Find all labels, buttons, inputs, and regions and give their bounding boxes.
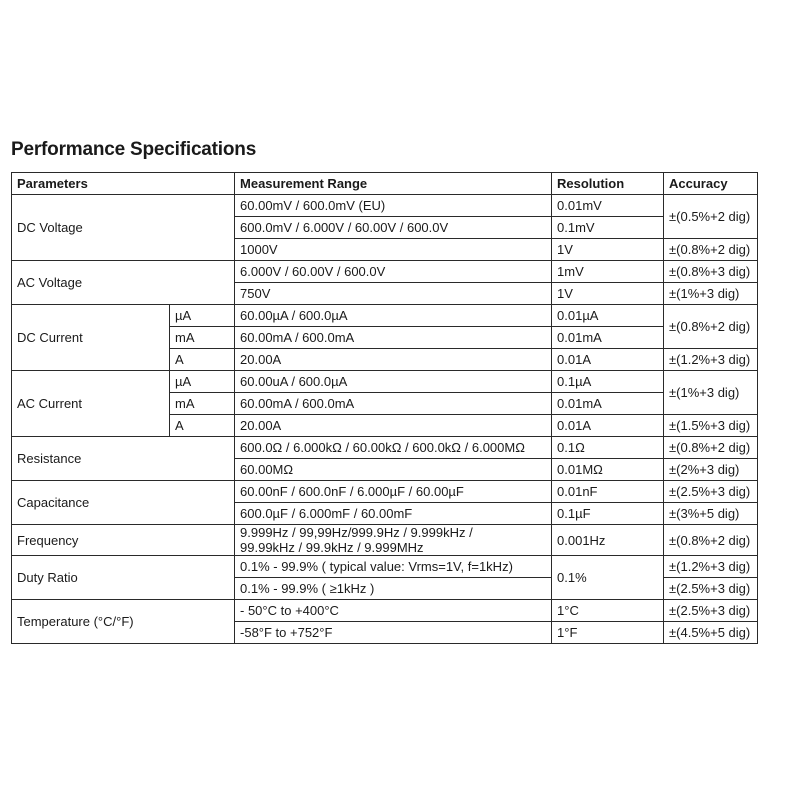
- accuracy-cell: ±(1.2%+3 dig): [664, 556, 758, 578]
- accuracy-cell: ±(0.8%+2 dig): [664, 305, 758, 349]
- resolution-cell: 1°C: [552, 600, 664, 622]
- range-cell: 60.00uA / 600.0µA: [235, 371, 552, 393]
- table-row: [12, 437, 758, 459]
- table-row: [12, 525, 758, 556]
- unit-cell: µA: [170, 305, 235, 327]
- range-cell: 1000V: [235, 239, 552, 261]
- resolution-cell: 1mV: [552, 261, 664, 283]
- accuracy-cell: ±(1%+3 dig): [664, 371, 758, 415]
- range-cell: -58°F to +752°F: [235, 622, 552, 644]
- header-accuracy: Accuracy: [664, 173, 758, 195]
- param-ac-voltage: AC Voltage: [12, 261, 235, 305]
- accuracy-cell: ±(2.5%+3 dig): [664, 481, 758, 503]
- range-cell: 60.00mA / 600.0mA: [235, 327, 552, 349]
- resolution-cell: 0.01mA: [552, 393, 664, 415]
- header-resolution: Resolution: [552, 173, 664, 195]
- range-line: 9.999Hz / 99,99Hz/999.9Hz / 9.999kHz /: [240, 525, 473, 540]
- accuracy-cell: ±(2.5%+3 dig): [664, 600, 758, 622]
- resolution-cell: 0.01µA: [552, 305, 664, 327]
- resolution-cell: 0.01mV: [552, 195, 664, 217]
- range-cell: 60.00mV / 600.0mV (EU): [235, 195, 552, 217]
- accuracy-cell: ±(2.5%+3 dig): [664, 578, 758, 600]
- param-duty-ratio: Duty Ratio: [12, 556, 235, 600]
- resolution-cell: 0.1%: [552, 556, 664, 600]
- accuracy-cell: ±(1.5%+3 dig): [664, 415, 758, 437]
- range-cell: 750V: [235, 283, 552, 305]
- range-cell: 6.000V / 60.00V / 600.0V: [235, 261, 552, 283]
- accuracy-cell: ±(4.5%+5 dig): [664, 622, 758, 644]
- resolution-cell: 0.1Ω: [552, 437, 664, 459]
- range-cell: - 50°C to +400°C: [235, 600, 552, 622]
- resolution-cell: 0.01A: [552, 415, 664, 437]
- resolution-cell: 1V: [552, 239, 664, 261]
- range-cell: 60.00nF / 600.0nF / 6.000µF / 60.00µF: [235, 481, 552, 503]
- resolution-cell: 0.01A: [552, 349, 664, 371]
- accuracy-cell: ±(2%+3 dig): [664, 459, 758, 481]
- resolution-cell: 0.01nF: [552, 481, 664, 503]
- accuracy-cell: ±(1.2%+3 dig): [664, 349, 758, 371]
- table-row: [12, 600, 758, 622]
- header-range: Measurement Range: [235, 173, 552, 195]
- table-row: [12, 481, 758, 503]
- resolution-cell: 0.1µA: [552, 371, 664, 393]
- header-parameters: Parameters: [12, 173, 235, 195]
- param-resistance: Resistance: [12, 437, 235, 481]
- table-row: [12, 261, 758, 283]
- resolution-cell: 0.1mV: [552, 217, 664, 239]
- param-dc-voltage: DC Voltage: [12, 195, 235, 261]
- unit-cell: mA: [170, 393, 235, 415]
- range-cell: 0.1% - 99.9% ( typical value: Vrms=1V, f=1kHz): [235, 556, 552, 578]
- header-row: [12, 173, 758, 195]
- spec-table: [11, 172, 758, 644]
- page-title: Performance Specifications: [11, 139, 257, 160]
- accuracy-cell: ±(0.8%+3 dig): [664, 261, 758, 283]
- table-row: [12, 305, 758, 327]
- param-frequency: Frequency: [12, 525, 235, 556]
- accuracy-cell: ±(0.8%+2 dig): [664, 525, 758, 556]
- unit-cell: µA: [170, 371, 235, 393]
- range-cell: 600.0mV / 6.000V / 60.00V / 600.0V: [235, 217, 552, 239]
- resolution-cell: 1°F: [552, 622, 664, 644]
- resolution-cell: 0.1µF: [552, 503, 664, 525]
- resolution-cell: 0.001Hz: [552, 525, 664, 556]
- table-row: [12, 556, 758, 578]
- param-capacitance: Capacitance: [12, 481, 235, 525]
- table-row: [12, 195, 758, 217]
- accuracy-cell: ±(0.8%+2 dig): [664, 239, 758, 261]
- param-ac-current: AC Current: [12, 371, 170, 437]
- range-cell: 20.00A: [235, 349, 552, 371]
- table-row: [12, 371, 758, 393]
- resolution-cell: 0.01MΩ: [552, 459, 664, 481]
- param-temperature: Temperature (°C/°F): [12, 600, 235, 644]
- range-cell: 600.0Ω / 6.000kΩ / 60.00kΩ / 600.0kΩ / 6.000MΩ: [235, 437, 552, 459]
- resolution-cell: 1V: [552, 283, 664, 305]
- unit-cell: A: [170, 349, 235, 371]
- unit-cell: A: [170, 415, 235, 437]
- range-cell: 60.00MΩ: [235, 459, 552, 481]
- range-cell: [235, 525, 552, 556]
- param-dc-current: DC Current: [12, 305, 170, 371]
- range-cell: 20.00A: [235, 415, 552, 437]
- accuracy-cell: ±(0.5%+2 dig): [664, 195, 758, 239]
- range-cell: 600.0µF / 6.000mF / 60.00mF: [235, 503, 552, 525]
- resolution-cell: 0.01mA: [552, 327, 664, 349]
- range-cell: 60.00µA / 600.0µA: [235, 305, 552, 327]
- accuracy-cell: ±(1%+3 dig): [664, 283, 758, 305]
- range-cell: 60.00mA / 600.0mA: [235, 393, 552, 415]
- range-cell: 0.1% - 99.9% ( ≥1kHz ): [235, 578, 552, 600]
- range-line: 99.99kHz / 99.9kHz / 9.999MHz: [240, 540, 424, 555]
- accuracy-cell: ±(3%+5 dig): [664, 503, 758, 525]
- accuracy-cell: ±(0.8%+2 dig): [664, 437, 758, 459]
- unit-cell: mA: [170, 327, 235, 349]
